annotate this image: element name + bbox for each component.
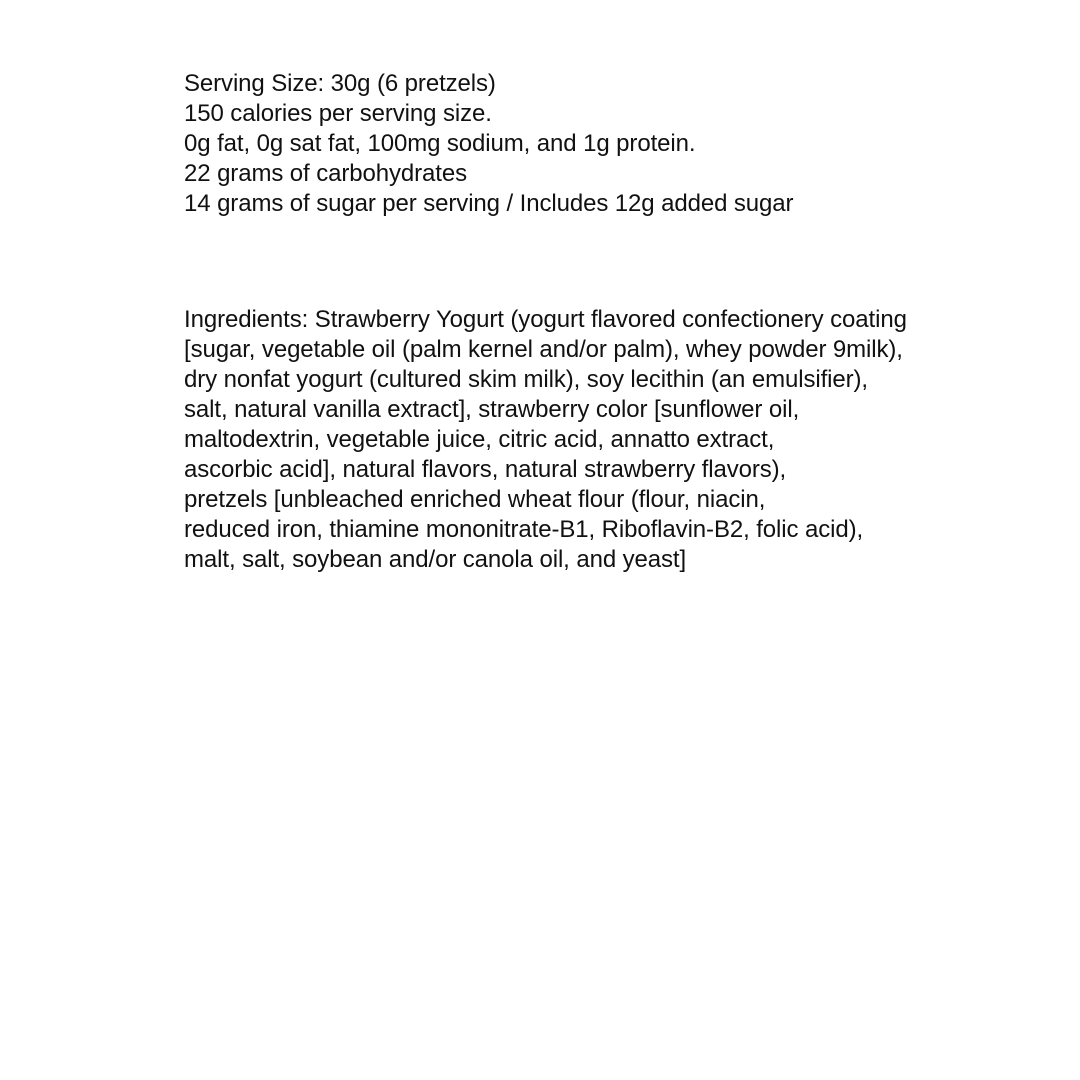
serving-size-line: Serving Size: 30g (6 pretzels)	[184, 70, 496, 97]
ingredients-line: Ingredients: Strawberry Yogurt (yogurt flavored confectionery coating	[184, 306, 907, 333]
ingredients-line: dry nonfat yogurt (cultured skim milk), soy lecithin (an emulsifier),	[184, 366, 868, 393]
carbohydrates-line: 22 grams of carbohydrates	[184, 160, 467, 187]
ingredients-line: reduced iron, thiamine mononitrate-B1, Riboflavin-B2, folic acid),	[184, 516, 864, 543]
ingredients-line: [sugar, vegetable oil (palm kernel and/or palm), whey powder 9milk),	[184, 336, 903, 363]
ingredients-line: ascorbic acid], natural flavors, natural strawberry flavors),	[184, 456, 787, 483]
ingredients-line: pretzels [unbleached enriched wheat flour (flour, niacin,	[184, 486, 766, 513]
ingredients-line: maltodextrin, vegetable juice, citric acid, annatto extract,	[184, 426, 775, 453]
ingredients-line: salt, natural vanilla extract], strawberry color [sunflower oil,	[184, 396, 800, 423]
ingredients-line: malt, salt, soybean and/or canola oil, and yeast]	[184, 546, 687, 573]
fat-sodium-protein-line: 0g fat, 0g sat fat, 100mg sodium, and 1g protein.	[184, 130, 696, 157]
ingredients-list	[184, 305, 1004, 575]
nutrition-facts	[184, 69, 1004, 219]
calories-line: 150 calories per serving size.	[184, 100, 492, 127]
sugar-line: 14 grams of sugar per serving / Includes 12g added sugar	[184, 190, 794, 217]
